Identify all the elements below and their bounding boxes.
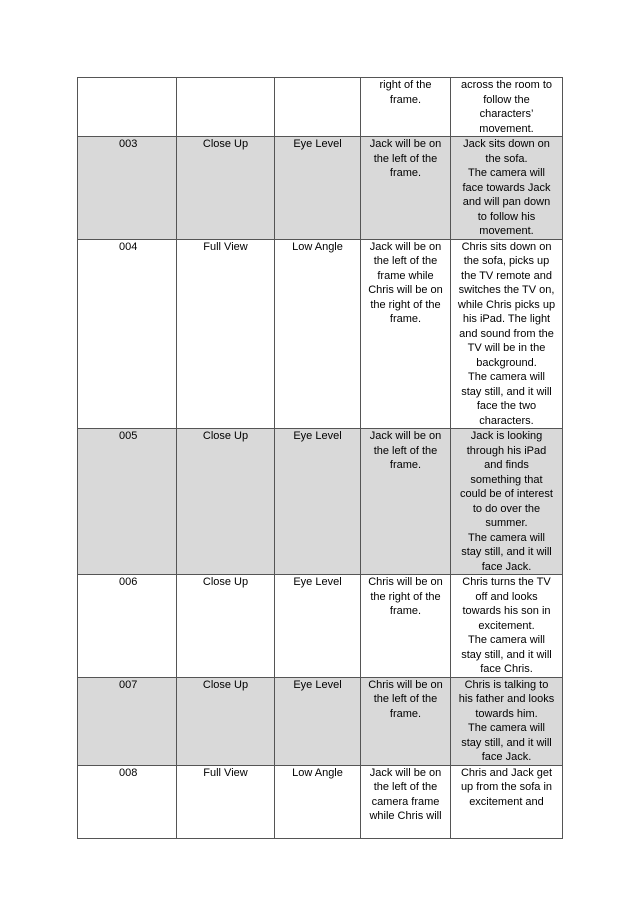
camera-angle-cell: Eye Level (275, 575, 361, 678)
shot-number-cell: 003 (78, 137, 177, 240)
table-row (78, 137, 563, 240)
action-description-cell: across the room to follow the characters’ movement. (451, 78, 563, 137)
shot-number-cell: 005 (78, 429, 177, 575)
table-row (78, 429, 563, 575)
shot-number-cell (78, 78, 177, 137)
table-row (78, 78, 563, 137)
character-position-cell: Jack will be on the left of the frame. (361, 429, 451, 575)
action-description-cell: Chris turns the TV off and looks towards his son in excitement. The camera will stay still, and it will face Chris. (451, 575, 563, 678)
table-row (78, 677, 563, 765)
table-row (78, 239, 563, 429)
action-description-cell: Chris and Jack get up from the sofa in excitement and (451, 765, 563, 838)
camera-angle-cell: Eye Level (275, 429, 361, 575)
shot-size-cell: Close Up (177, 137, 275, 240)
action-description-cell: Jack sits down on the sofa. The camera will face towards Jack and will pan down to follow his movement. (451, 137, 563, 240)
shot-size-cell: Full View (177, 765, 275, 838)
action-description-cell: Jack is looking through his iPad and finds something that could be of interest to do over the summer. The camera will stay still, and it will face Jack. (451, 429, 563, 575)
shot-size-cell (177, 78, 275, 137)
character-position-cell: Chris will be on the right of the frame. (361, 575, 451, 678)
shot-list-body (78, 78, 563, 839)
table-row (78, 765, 563, 838)
character-position-cell: Jack will be on the left of the camera frame while Chris will (361, 765, 451, 838)
shot-list-table (77, 77, 563, 839)
shot-size-cell: Full View (177, 239, 275, 429)
camera-angle-cell: Low Angle (275, 239, 361, 429)
action-description-cell: Chris is talking to his father and looks towards him. The camera will stay still, and it will face Jack. (451, 677, 563, 765)
camera-angle-cell: Low Angle (275, 765, 361, 838)
table-row (78, 575, 563, 678)
shot-size-cell: Close Up (177, 677, 275, 765)
shot-size-cell: Close Up (177, 575, 275, 678)
character-position-cell: Chris will be on the left of the frame. (361, 677, 451, 765)
action-description-cell: Chris sits down on the sofa, picks up the TV remote and switches the TV on, while Chris picks up his iPad. The light and sound from the TV will be in the background. The camera will stay still, and it will face the two characters. (451, 239, 563, 429)
shot-number-cell: 008 (78, 765, 177, 838)
shot-number-cell: 007 (78, 677, 177, 765)
camera-angle-cell: Eye Level (275, 677, 361, 765)
camera-angle-cell: Eye Level (275, 137, 361, 240)
character-position-cell: Jack will be on the left of the frame. (361, 137, 451, 240)
shot-number-cell: 006 (78, 575, 177, 678)
character-position-cell: Jack will be on the left of the frame while Chris will be on the right of the frame. (361, 239, 451, 429)
camera-angle-cell (275, 78, 361, 137)
shot-size-cell: Close Up (177, 429, 275, 575)
shot-number-cell: 004 (78, 239, 177, 429)
character-position-cell: right of the frame. (361, 78, 451, 137)
